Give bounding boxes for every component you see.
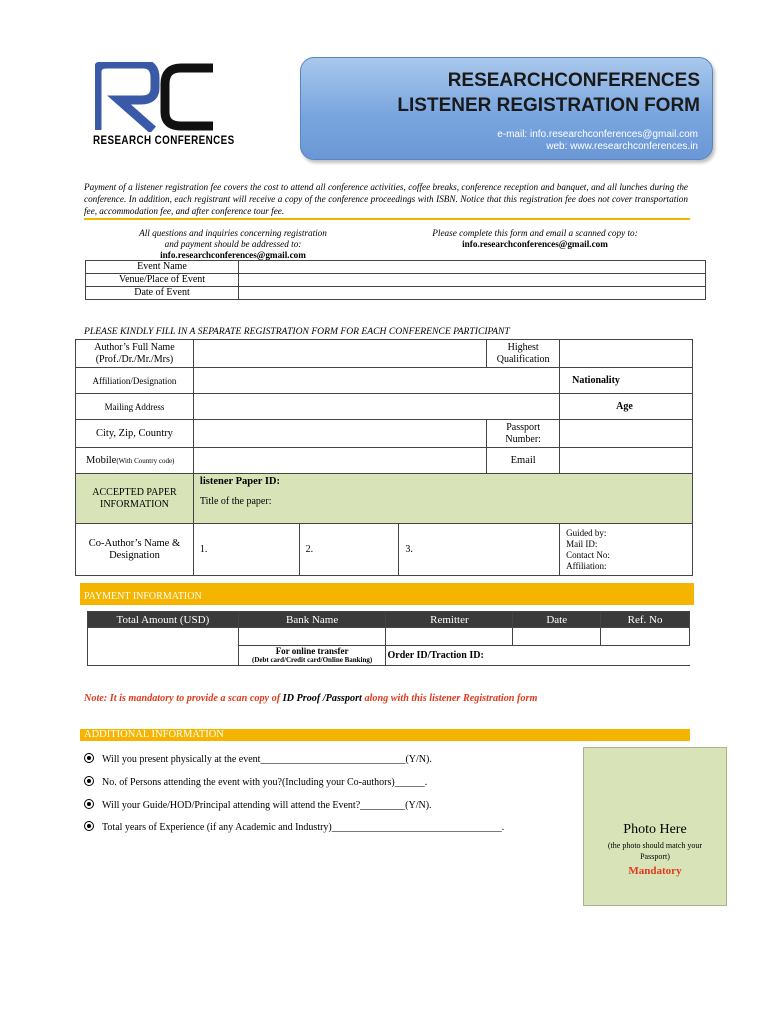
passport-field[interactable] xyxy=(560,420,693,448)
question-present-physically xyxy=(84,753,432,765)
question-text: Will your Guide/HOD/Principal attending will attend the Event?_________(Y/N). xyxy=(102,800,432,811)
note-part3: along with this listener Registration form xyxy=(361,693,538,704)
col-ref-no: Ref. No xyxy=(601,612,690,628)
rc-logo-icon xyxy=(95,62,215,132)
col-date: Date xyxy=(513,612,601,628)
passport-label-line1: Passport xyxy=(506,421,541,433)
paper-info-field[interactable] xyxy=(193,474,692,524)
coauthor-3-field[interactable]: 3. xyxy=(399,524,560,576)
col-total-amount: Total Amount (USD) xyxy=(88,612,239,628)
full-name-label xyxy=(76,340,194,368)
radio-bullet-icon[interactable] xyxy=(84,753,94,763)
online-transfer-label xyxy=(238,646,386,666)
online-transfer-line2: (Debt card/Credit card/Online Banking) xyxy=(251,655,373,664)
accepted-paper-label-line2: INFORMATION xyxy=(100,498,169,510)
contact-no-label: Contact No: xyxy=(566,549,610,560)
nationality-label: Nationality xyxy=(560,368,693,394)
header-web[interactable]: web: www.researchconferences.in xyxy=(546,141,698,152)
passport-label xyxy=(487,420,560,448)
city-field[interactable] xyxy=(193,420,486,448)
coauthor-label xyxy=(76,524,194,576)
full-name-field[interactable] xyxy=(193,340,486,368)
contact-left-line2: and payment should be addressed to: xyxy=(164,239,302,249)
event-venue-field[interactable] xyxy=(239,274,706,287)
mobile-label-note: (With Country code) xyxy=(116,457,175,465)
mobile-label-text: Mobile xyxy=(86,455,117,466)
guided-by-label: Guided by: xyxy=(566,527,607,538)
email-label: Email xyxy=(487,448,560,474)
question-text: No. of Persons attending the event with you?(Including your Co-authors)______. xyxy=(102,777,428,788)
header-email[interactable]: e-mail: info.researchconferences@gmail.com xyxy=(497,129,698,140)
coauthor-label-line2: Designation xyxy=(109,549,160,561)
additional-section-header: ADDITIONAL INFORMATION xyxy=(80,729,690,741)
question-text: Total years of Experience (if any Academic and Industry)__________________________________. xyxy=(102,822,505,833)
note-part1: Note: It is mandatory to provide a scan copy of xyxy=(84,693,283,704)
contact-left xyxy=(98,228,368,261)
event-date-label: Date of Event xyxy=(86,287,239,300)
photo-note-line1: (the photo should match your xyxy=(607,841,703,850)
question-persons-attending xyxy=(84,776,427,788)
header-title-line2: LISTENER REGISTRATION FORM xyxy=(397,95,700,116)
qualification-label-line1: Highest xyxy=(507,341,539,353)
guide-affiliation-label: Affiliation: xyxy=(566,560,607,571)
remitter-field[interactable] xyxy=(386,628,513,646)
radio-bullet-icon[interactable] xyxy=(84,821,94,831)
contact-left-email[interactable]: info.researchconferences@gmail.com xyxy=(160,250,306,260)
header-banner xyxy=(300,57,713,160)
coauthor-label-line1: Co-Author’s Name & xyxy=(88,537,181,549)
full-name-label-line1: Author’s Full Name xyxy=(94,341,175,353)
date-field[interactable] xyxy=(513,628,601,646)
question-experience xyxy=(84,821,504,833)
radio-bullet-icon[interactable] xyxy=(84,776,94,786)
online-transfer-line1: For online transfer xyxy=(275,645,349,656)
email-field[interactable] xyxy=(560,448,693,474)
photo-mandatory: Mandatory xyxy=(628,865,682,877)
accepted-paper-label-line1: ACCEPTED PAPER xyxy=(92,486,177,498)
paper-id-label: listener Paper ID: xyxy=(199,476,281,487)
photo-note-line2: Passport) xyxy=(640,852,670,861)
mailing-address-label: Mailing Address xyxy=(76,394,194,420)
qualification-field[interactable] xyxy=(560,340,693,368)
guide-info[interactable] xyxy=(560,524,693,576)
affiliation-field[interactable] xyxy=(193,368,559,394)
bank-name-field[interactable] xyxy=(238,628,386,646)
coauthor-1-field[interactable]: 1. xyxy=(193,524,299,576)
city-label: City, Zip, Country xyxy=(76,420,194,448)
contact-right-email[interactable]: info.researchconferences@gmail.com xyxy=(462,239,608,249)
affiliation-label: Affiliation/Designation xyxy=(76,368,194,394)
event-name-field[interactable] xyxy=(239,261,706,274)
paper-title-label: Title of the paper: xyxy=(199,496,272,507)
mail-id-label: Mail ID: xyxy=(566,538,598,549)
qualification-label-line2: Qualification xyxy=(496,353,550,365)
event-date-field[interactable] xyxy=(239,287,706,300)
mobile-label xyxy=(76,448,194,474)
contact-right-line1: Please complete this form and email a scanned copy to: xyxy=(432,228,638,238)
contact-right xyxy=(390,228,680,250)
payment-section-header: PAYMENT INFORMATION xyxy=(80,583,694,605)
header-title-line1: RESEARCHCONFERENCES xyxy=(447,70,700,91)
event-name-label: Event Name xyxy=(86,261,239,274)
event-table xyxy=(85,260,706,300)
age-label: Age xyxy=(560,394,693,420)
question-text: Will you present physically at the event_____________________________(Y/N). xyxy=(102,754,432,765)
photo-title: Photo Here xyxy=(623,822,687,837)
payment-table xyxy=(87,611,690,666)
participant-table xyxy=(75,339,693,576)
mobile-field[interactable] xyxy=(193,448,486,474)
accepted-paper-label xyxy=(76,474,194,524)
divider xyxy=(84,218,690,220)
coauthor-2-field[interactable]: 2. xyxy=(299,524,399,576)
question-guide-attending xyxy=(84,799,432,811)
ref-no-field[interactable] xyxy=(601,628,690,646)
col-bank-name: Bank Name xyxy=(238,612,386,628)
mandatory-note xyxy=(84,693,537,704)
note-id-proof: ID Proof /Passport xyxy=(282,693,362,704)
col-remitter: Remitter xyxy=(386,612,513,628)
qualification-label xyxy=(487,340,560,368)
passport-label-line2: Number: xyxy=(505,433,541,445)
event-venue-label: Venue/Place of Event xyxy=(86,274,239,287)
mailing-address-field[interactable] xyxy=(193,394,559,420)
total-amount-field[interactable] xyxy=(88,628,239,666)
separate-form-note: PLEASE KINDLY FILL IN A SEPARATE REGISTRATION FORM FOR EACH CONFERENCE PARTICIPANT xyxy=(84,326,510,337)
contact-left-line1: All questions and inquiries concerning registration xyxy=(139,228,327,238)
radio-bullet-icon[interactable] xyxy=(84,799,94,809)
logo-text: RESEARCH CONFERENCES xyxy=(93,133,235,147)
intro-paragraph: Payment of a listener registration fee covers the cost to attend all conference activities, coffee breaks, conference reception and banquet, and all lunches during the conference. In addition, each registrant will receive a copy of the conference proceedings with ISBN. Notice that this registration fee does not cover transportation fee, accommodation fee, and after conference tour fee. xyxy=(84,182,688,216)
full-name-label-line2: (Prof./Dr./Mr./Mrs) xyxy=(95,353,174,365)
order-id-field[interactable]: Order ID/Traction ID: xyxy=(386,646,690,666)
photo-box[interactable] xyxy=(583,747,727,906)
